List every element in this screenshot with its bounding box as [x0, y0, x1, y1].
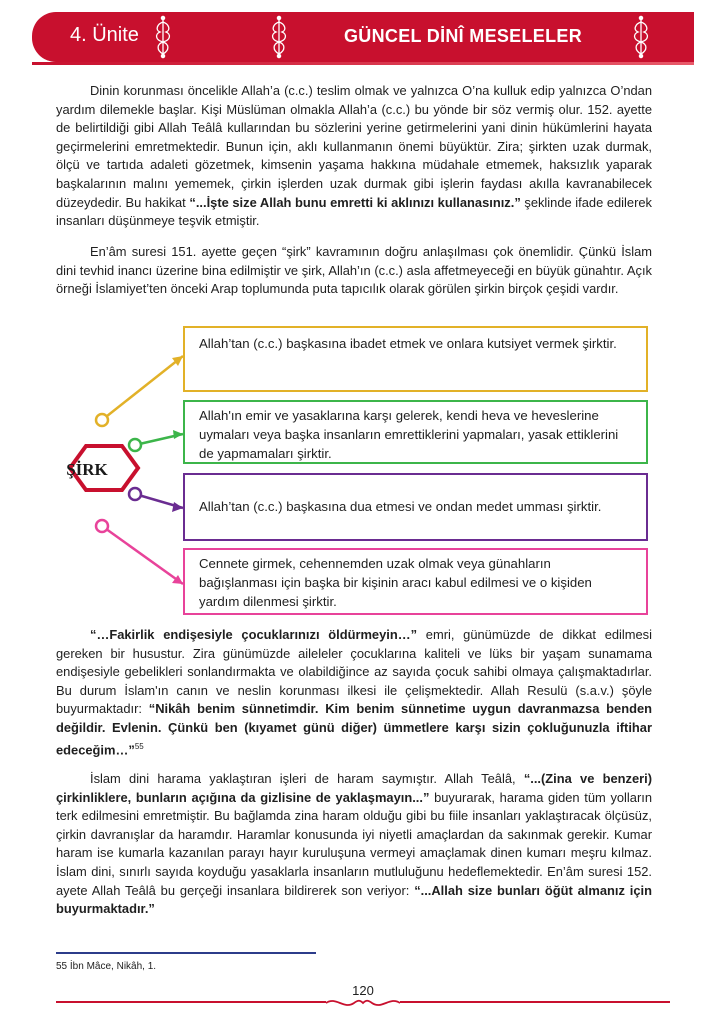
- sirk-label: ŞİRK: [66, 460, 108, 479]
- sirk-box-2: Allah'ın emir ve yasaklarına karşı gelerek, kendi heva ve heveslerine uymaları veya başka insanların emrettiklerini yapmaları, yasak ettiklerini de yapmamaları şirktir.: [183, 400, 648, 464]
- right-ornament-icon: [630, 14, 652, 60]
- dot-green: [129, 439, 141, 451]
- paragraph-2: En’âm suresi 151. ayette geçen “şirk” kavramının doğru anlaşılması çok önemlidir. Çünkü İslam dini tevhid inancı üzerine bina edilmiştir ve şirk, Allah’ın (c.c.) asla affetmeyeceği en büyük günahtır. Açık örneği İslamiyet’ten önceki Arap toplumunda puta tapıcılık olarak görülen şirkin birçok çeşidi vardır.: [56, 244, 652, 297]
- connector-pink: [102, 526, 183, 584]
- sirk-box-4: Cennete girmek, cehennemden uzak olmak veya günahların bağışlanması için başka bir kişinin aracı kabul edilmesi ve o kişiden yardım dilenmesi şirktir.: [183, 548, 648, 615]
- footer-rule-left: [56, 1001, 326, 1003]
- dot-yellow: [96, 414, 108, 426]
- footer-rule-right: [400, 1001, 670, 1003]
- left-ornament-icon: [152, 14, 174, 60]
- paragraph-4: İslam dini harama yaklaştıran işleri de haram saymıştır. Allah Teâlâ, “...(Zina ve benzeri) çirkinliklere, bunların açığına da gizlisine de yaklaşmayın...” buyurarak, harama giden tüm yolların terk edilmesini emretmiştir. Bu bağlamda zina haram olduğu gibi bu fiile insanları yaklaştıracak ölçüsüz, çirkin davranışlar da haramdır. Haramlar konusunda iyi niyetli amaçlardan da sakınmak gerekir. Kumar haram ise kumarla kazanılan parayı hayır kuruluşuna vermeyi amaçlamak dinen kumarı meşru kılmaz. İslam dini, sınırlı sayıda koyduğu yasaklarla insanların mutluluğunu hedeflemektedir. En’âm suresi 152. ayete Allah Teâlâ bu gerçeği insanlara bildirerek son veriyor: “...Allah size bunları öğüt almanız için buyurmaktadır.”: [56, 771, 653, 917]
- dot-purple: [129, 488, 141, 500]
- page-title: GÜNCEL DİNÎ MESELELER: [344, 26, 582, 46]
- connector-yellow: [102, 356, 183, 420]
- arrow-green-icon: [173, 430, 183, 439]
- sirk-box-1: Allah’tan (c.c.) başkasına ibadet etmek ve onlara kutsiyet vermek şirktir.: [183, 326, 648, 392]
- footnote-ref: 55: [134, 741, 144, 751]
- footer-ornament-icon: [322, 996, 404, 1010]
- arrow-purple-icon: [172, 502, 183, 512]
- page-number: 120: [352, 983, 374, 998]
- paragraph-3: “…Fakirlik endişesiyle çocuklarınızı öldürmeyin…” emri, günümüzde de dikkat edilmesi gereken bir husustur. Zira günümüzde aileleler çocuklarına kaliteli ve lüks bir yaşam sunamama endişesiyle gebelikleri sonlandırmakta ve olabildiğince az sayıda çocuk sahibi olmaya çalışmaktadırlar. Bu durum İslam'ın canın ve neslin korunması ilkesi ile çelişmektedir. Allah Resulü (s.a.v.) şöyle buyurmaktadır: “Nikâh benim sünnetimdir. Kim benim sünnetime uygun davranmazsa benden değildir. Evlenin. Çünkü ben (kıyamet günü diğer) ümmetlere karşı sizin çokluğunuzla iftihar edeceğim…”$^{55}$: [56, 627, 653, 757]
- paragraph-1: Dinin korunması öncelikle Allah’a (c.c.) teslim olmak ve yalnızca O’na kulluk edip yalnızca O’ndan yardım dilemekle başlar. Kişi Müslüman olmakla Allah’a (c.c.) bu yönde bir söz vermiş olur. 152. ayette de belirtildiği gibi Allah Teâlâ kullarından bu sözlerini yerine getirmelerini yani dinin hükümlerini hayata geçirmelerini emretmektedir. Bunun için, aklı kullanmanın önemi büyüktür. Zira; şirkten uzak durmak, ölçü ve tartıda adaleti gözetmek, kimsenin yaşama hakkına müdahale etmemek, haksızlık yaparak başkalarının malını yememek, çirkin işlerden uzak durmak gibi işlerin faydası akılla kavranabilecek düzeydedir. Bu hakikat “...İşte size Allah bunu emretti ki aklınızı kullanasınız.” şeklinde ifade edilerek insanları düşünmeye teşvik etmiştir.: [56, 83, 652, 229]
- sirk-box-3: Allah’tan (c.c.) başkasına dua etmesi ve ondan medet umması şirktir.: [183, 473, 648, 541]
- dot-pink: [96, 520, 108, 532]
- header-rule: [32, 62, 694, 65]
- sirk-diagram: [40, 322, 670, 618]
- footnote-rule: [56, 952, 316, 954]
- footnote: 55 İbn Mâce, Nikâh, 1.: [56, 961, 157, 972]
- unit-label: 4. Ünite: [70, 24, 139, 46]
